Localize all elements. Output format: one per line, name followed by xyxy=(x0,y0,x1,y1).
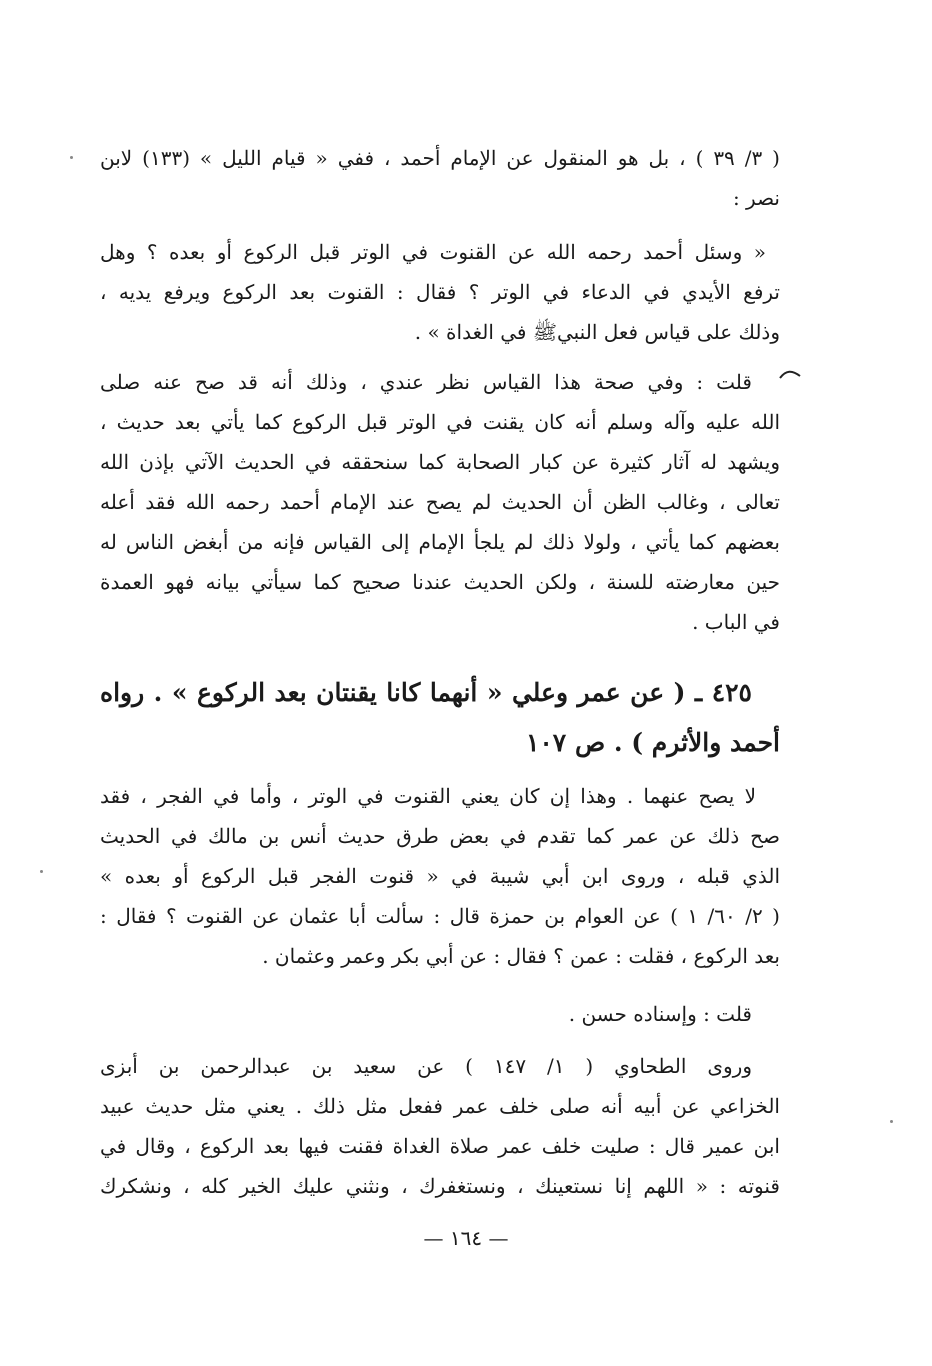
text-line: قلت : وإسناده حسن . xyxy=(568,1002,752,1026)
paragraph-quote-ahmad xyxy=(100,232,780,352)
text-line: ويشهد له آثار كثيرة عن كبار الصحابة كما سنحققه في الحديث الآتي بإذن الله xyxy=(100,450,780,474)
text-line: ( ٣/ ٣٩ ) ، بل هو المنقول عن الإمام أحمد ، ففي « قيام الليل » (١٣٣) لابن xyxy=(100,146,780,170)
text-line: وذلك على قياس فعل النبيﷺ في الغداة » . xyxy=(414,320,780,344)
speck xyxy=(70,156,73,159)
paragraph-author-comment xyxy=(100,362,780,642)
paragraph-source-citation xyxy=(100,138,780,218)
heading-line: ٤٢٥ ـ ( عن عمر وعلي « أنهما كانا يقنتان بعد الركوع » . رواه xyxy=(100,678,752,707)
text-line: ( ٢/ ٦٠/ ١ ) عن العوام بن حمزة قال : سألت أبا عثمان عن القنوت ؟ فقال : xyxy=(100,904,780,928)
text-line: في الباب . xyxy=(692,610,780,634)
text-line: بعضهم كما يأتي ، ولولا ذلك لم يلجأ الإمام إلى القياس فإنه من أبغض الناس له xyxy=(100,530,780,554)
text-line: الله عليه وآله وسلم أنه كان يقنت في الوتر قبل الركوع كما يأتي بعد حديث ، xyxy=(100,410,780,434)
heading-line: أحمد والأثرم ) . ص ١٠٧ xyxy=(525,728,780,757)
text-line: نصر : xyxy=(732,186,780,210)
text-line: وروى الطحاوي ( ١/ ١٤٧ ) عن سعيد بن عبدالرحمن بن أبزى xyxy=(100,1054,752,1078)
margin-annotation-mark xyxy=(778,368,802,382)
page-number: — ١٦٤ — xyxy=(423,1226,509,1250)
paragraph-isnad-grade xyxy=(100,994,780,1034)
text-line: قنوته : « اللهم إنا نستعينك ، ونستغفرك ، ونثني عليك الخير كله ، ونشكرك xyxy=(100,1174,780,1198)
text-line: الخزاعي عن أبيه أنه صلى خلف عمر ففعل مثل ذلك . يعني مثل حديث عبيد xyxy=(100,1094,780,1118)
text-line: لا يصح عنهما . وهذا إن كان يعني القنوت في الوتر ، وأما في الفجر ، فقد xyxy=(100,784,756,808)
hadith-heading-425 xyxy=(100,668,780,768)
text-line: ترفع الأيدي في الدعاء في الوتر ؟ فقال : القنوت بعد الركوع ويرفع يديه ، xyxy=(100,280,780,304)
text-line: ابن عمير قال : صليت خلف عمر صلاة الغداة فقنت فيها بعد الركوع ، وقال في xyxy=(100,1134,780,1158)
text-line: صح ذلك عن عمر كما تقدم في بعض طرق حديث أنس بن مالك في الحديث xyxy=(100,824,780,848)
text-line: الذي قبله ، وروى ابن أبي شيبة في « قنوت الفجر قبل الركوع أو بعده » xyxy=(100,864,780,888)
text-line: حين معارضته للسنة ، ولكن الحديث عندنا صحيح كما سيأتي بيانه فهو العمدة xyxy=(100,570,780,594)
paragraph-takhrij xyxy=(100,776,780,976)
text-line: تعالى ، وغالب الظن أن الحديث لم يصح عند الإمام أحمد رحمه الله فقد أعله xyxy=(100,490,780,514)
speck xyxy=(40,870,43,873)
text-line: قلت : وفي صحة هذا القياس نظر عندي ، وذلك أنه قد صح عنه صلى xyxy=(100,370,752,394)
text-line: « وسئل أحمد رحمه الله عن القنوت في الوتر قبل الركوع أو بعده ؟ وهل xyxy=(100,240,766,264)
speck xyxy=(890,1120,893,1123)
text-line: بعد الركوع ، فقلت : عمن ؟ فقال : عن أبي بكر وعمر وعثمان . xyxy=(262,944,780,968)
paragraph-tahawi xyxy=(100,1046,780,1206)
